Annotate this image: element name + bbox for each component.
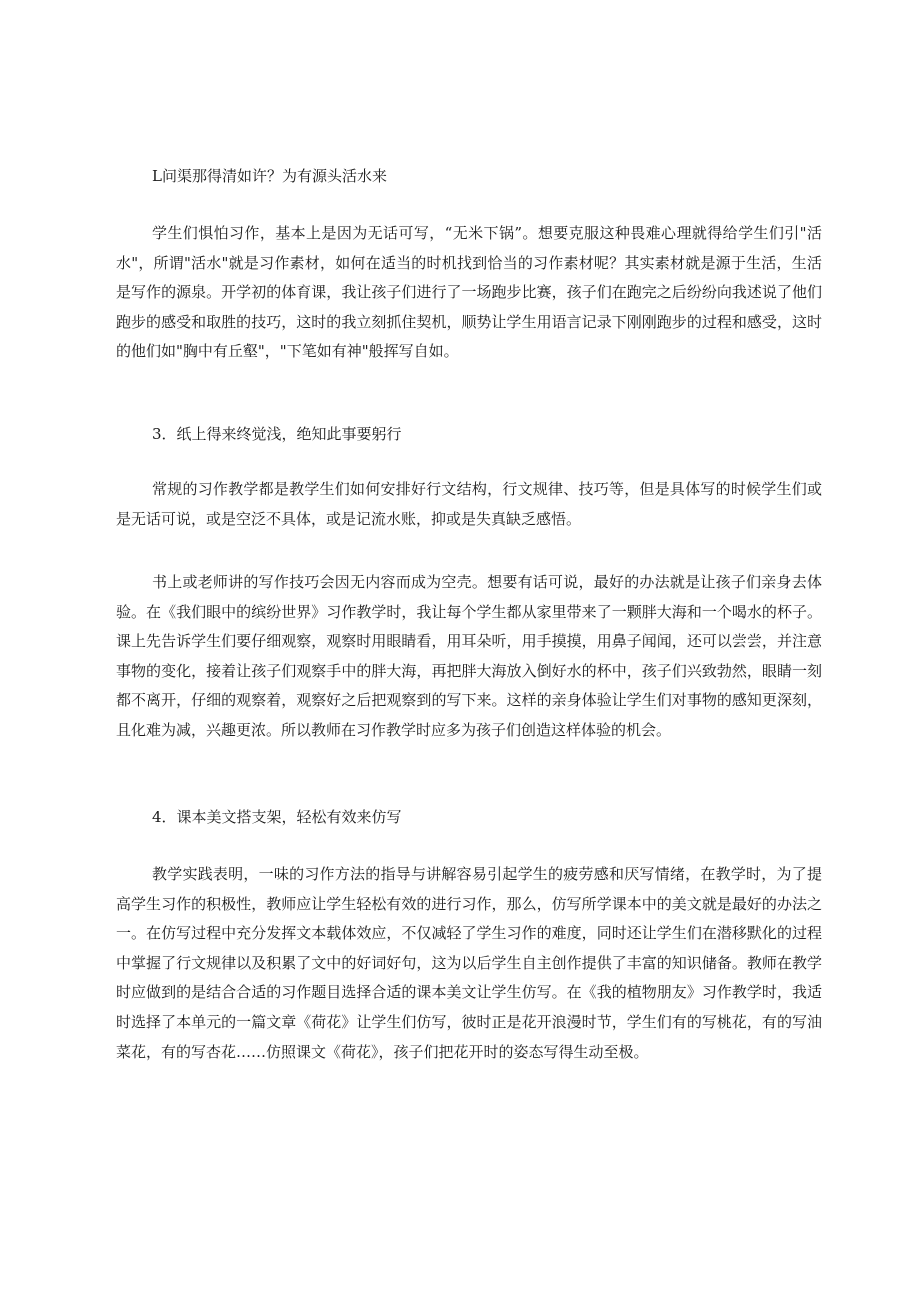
paragraph-4: 教学实践表明，一味的习作方法的指导与讲解容易引起学生的疲劳感和厌写情绪，在教学时，为了提高学生习作的积极性，教师应让学生轻松有效的进行习作，那么，仿写所学课本中的美文就是最好的办法之一。在仿写过程中充分发挥文本载体效应，不仅减轻了学生习作的难度，同时还让学生们在潜移默化的过程中掌握了行文规律以及积累了文中的好词好句，这为以后学生自主创作提供了丰富的知识储备。教师在教学时应做到的是结合合适的习作题目选择合适的课本美文让学生仿写。在《我的植物朋友》习作教学时，我适时选择了本单元的一篇文章《荷花》让学生们仿写，彼时正是花开浪漫时节，学生们有的写桃花，有的写油菜花，有的写杏花……仿照课文《荷花》，孩子们把花开时的姿态写得生动至极。: [116, 865, 822, 1061]
paragraph-2: 常规的习作教学都是教学生们如何安排好行文结构，行文规律、技巧等，但是具体写的时候学生们或是无话可说，或是空泛不具体，或是记流水账，抑或是失真缺乏感悟。: [116, 480, 822, 528]
section-heading-2: 3．纸上得来终觉浅，绝知此事要躬行: [152, 425, 402, 443]
paragraph-1: 学生们惧怕习作，基本上是因为无话可写，“无米下锅”。想要克服这种畏难心理就得给学生们引"活水"，所谓"活水"就是习作素材，如何在适当的时机找到恰当的习作素材呢？其实素材就是源于生活，生活是写作的源泉。开学初的体育课，我让孩子们进行了一场跑步比赛，孩子们在跑完之后纷纷向我述说了他们跑步的感受和取胜的技巧，这时的我立刻抓住契机，顺势让学生用语言记录下刚刚跑步的过程和感受，这时的他们如"胸中有丘壑"，"下笔如有神"般挥写自如。: [116, 224, 822, 361]
section-heading-1: L问渠那得清如许？为有源头活水来: [152, 167, 387, 185]
paragraph-3: 书上或老师讲的写作技巧会因无内容而成为空壳。想要有话可说，最好的办法就是让孩子们亲身去体验。在《我们眼中的缤纷世界》习作教学时，我让每个学生都从家里带来了一颗胖大海和一个喝水的杯子。课上先告诉学生们要仔细观察，观察时用眼睛看，用耳朵听，用手摸摸，用鼻子闻闻，还可以尝尝，并注意事物的变化，接着让孩子们观察手中的胖大海，再把胖大海放入倒好水的杯中，孩子们兴致勃然，眼睛一刻都不离开，仔细的观察着，观察好之后把观察到的写下来。这样的亲身体验让学生们对事物的感知更深刻，且化难为减，兴趣更浓。所以教师在习作教学时应多为孩子们创造这样体验的机会。: [116, 573, 822, 739]
section-heading-3: 4．课本美文搭支架，轻松有效来仿写: [152, 808, 402, 826]
